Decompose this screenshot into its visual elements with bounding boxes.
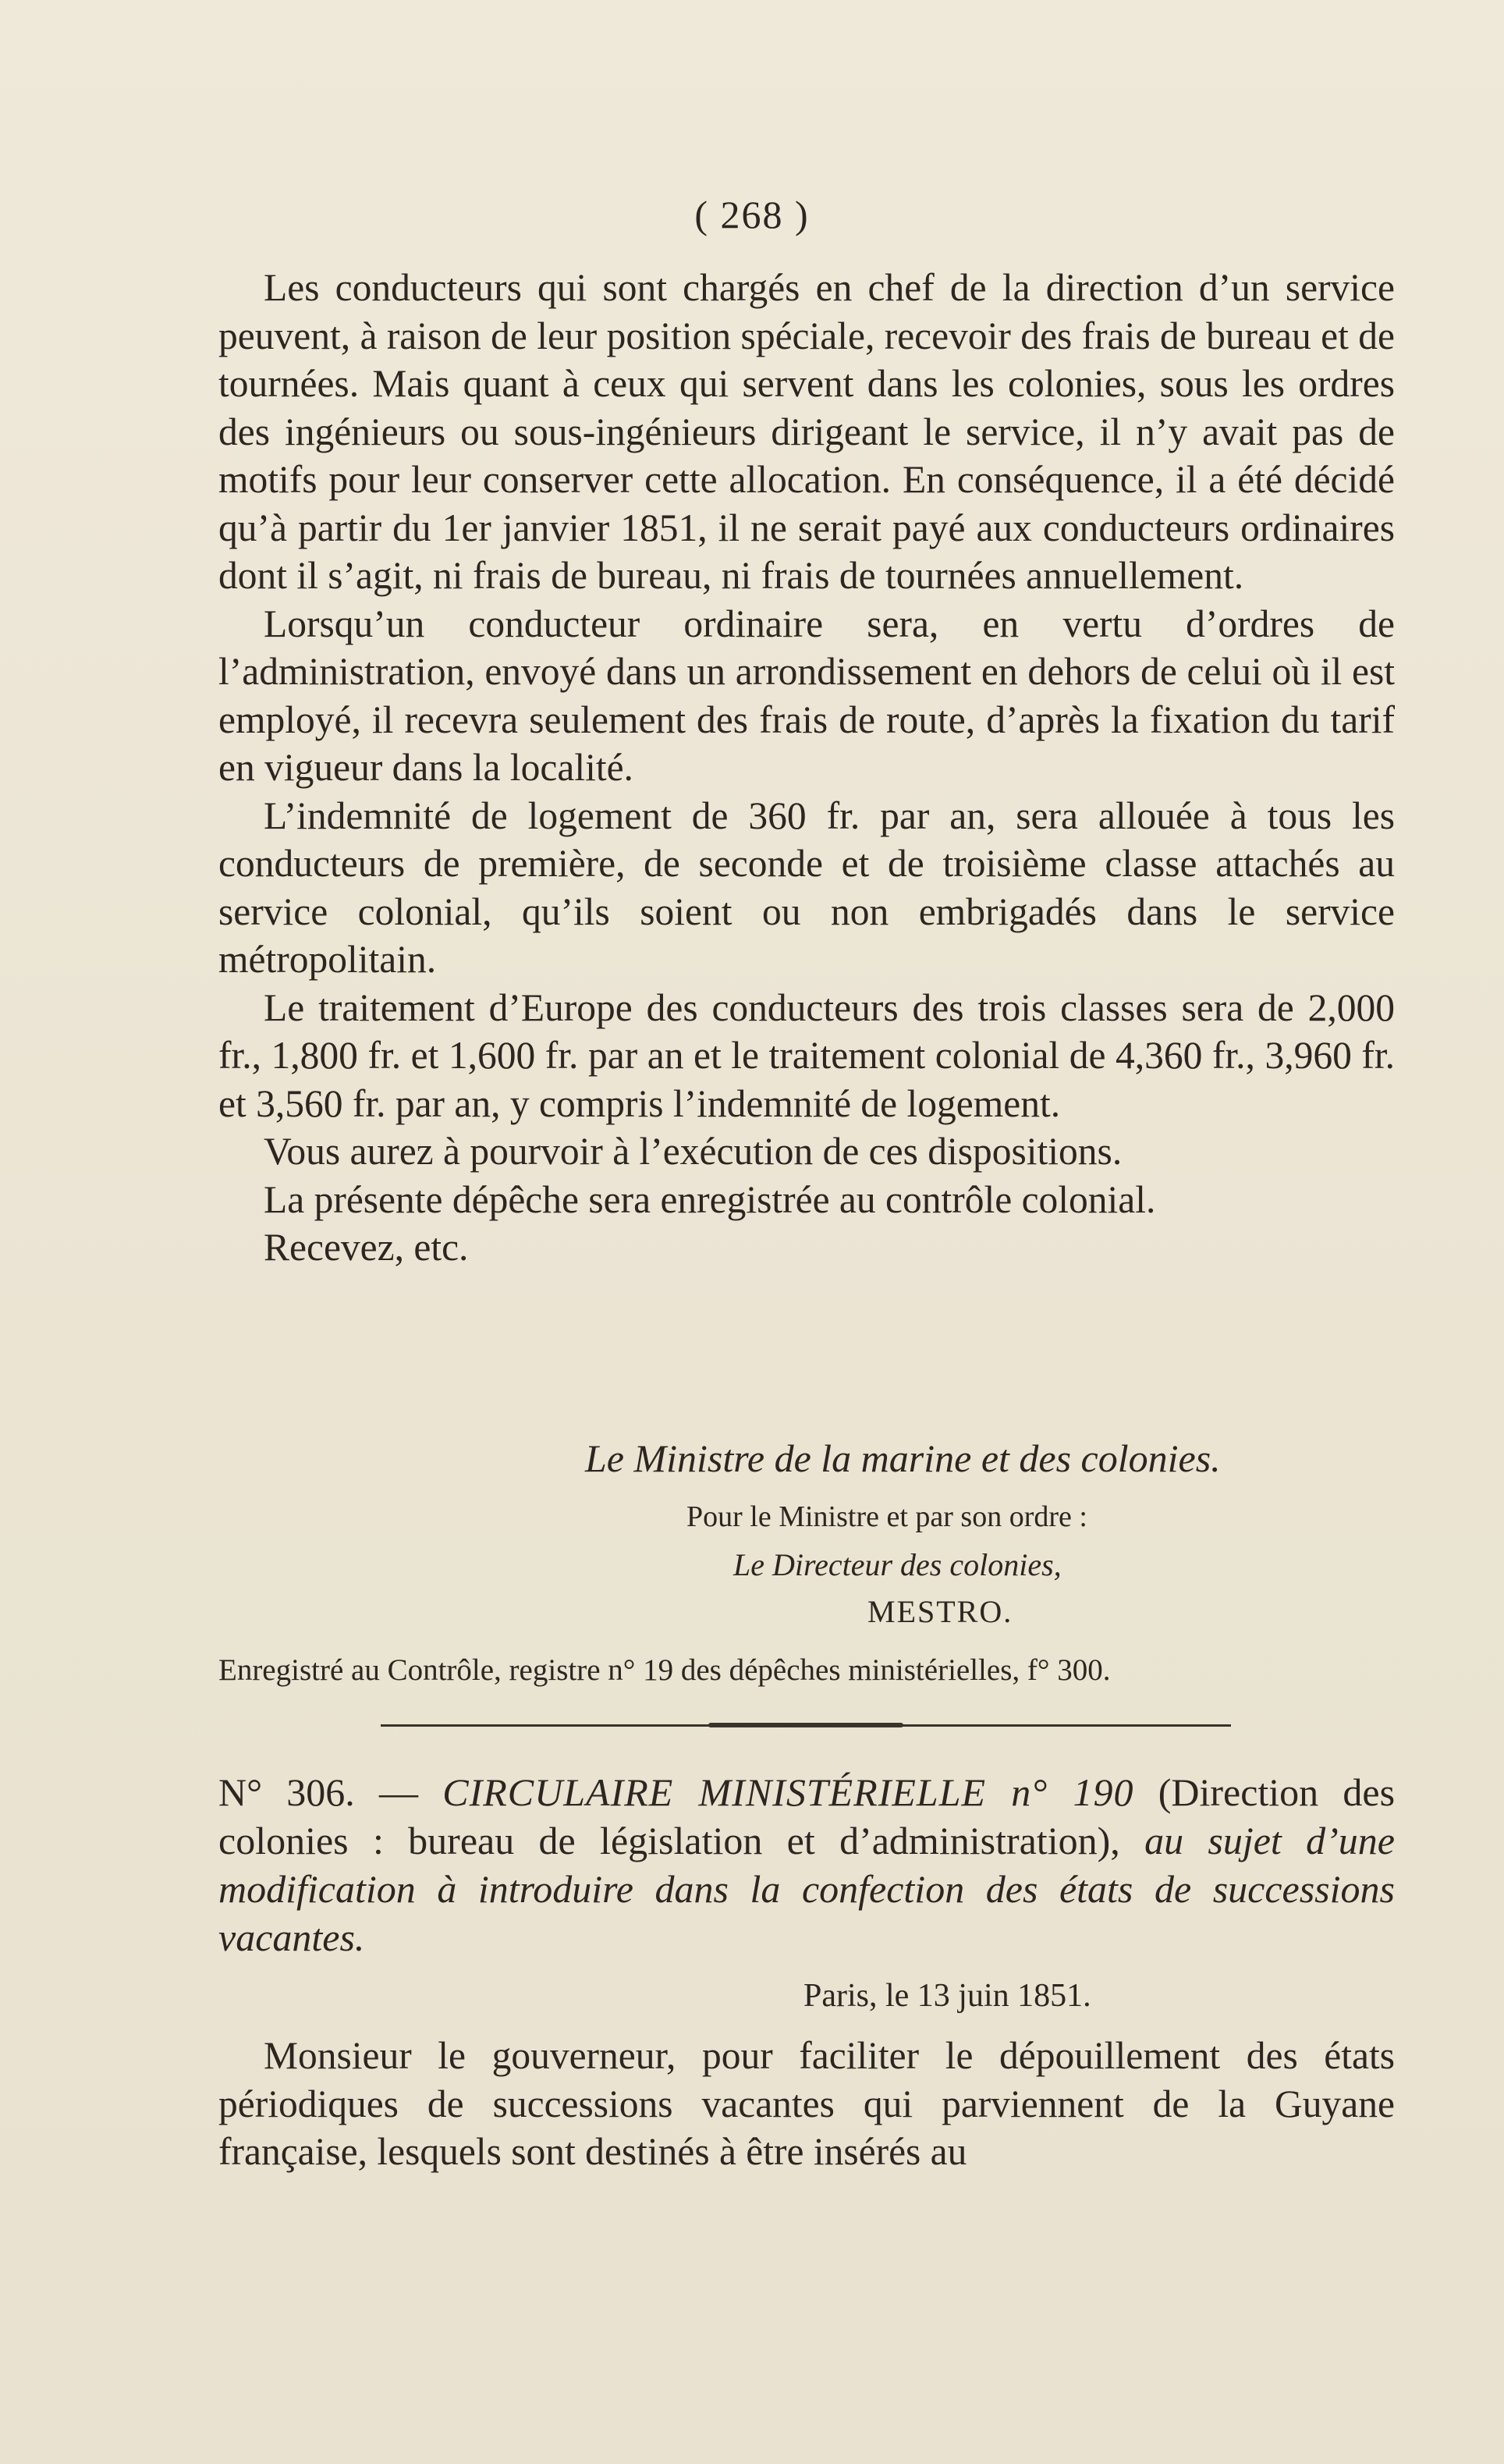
paragraph-salaries: Le traitement d’Europe des conducteurs des trois classes sera de 2,000 fr., 1,800 fr. et 1,600 fr. par an et le traitement colonial de 4,360 fr., 3,960 fr. et 3,560 fr. par an, y compris l’indemnité de logement. [218, 985, 1395, 1125]
closing-line-registration: La présente dépêche sera enregistrée au contrôle colonial. [264, 1177, 1156, 1221]
circular-heading [218, 1768, 1395, 1962]
circular-number: N° 306. — [218, 1770, 419, 1814]
letter-body [218, 264, 1395, 1272]
circular-title: CIRCULAIRE MINISTÉRIELLE n° 190 [442, 1770, 1134, 1814]
section-divider [381, 1724, 1231, 1727]
signature-by-order: Pour le Ministre et par son ordre : [686, 1500, 1087, 1533]
circular-direction: (Direction des colonies : bureau de législation et d’administration), [218, 1770, 1396, 1862]
paragraph-allowances: Les conducteurs qui sont chargés en chef de la direction d’un service peuvent, à raison de leur position spéciale, recevoir des frais de bureau et de tournées. Mais quant à ceux qui servent dans les colonies, sous les ordres des ingénieurs ou sous-ingénieurs dirigeant le service, il n’y avait pas de motifs pour leur conserver cette allocation. En conséquence, il a été décidé qu’à partir du 1er janvier 1851, il ne serait payé aux conducteurs ordinaires dont il s’agit, ni frais de bureau, ni frais de tournées annuellement. [218, 266, 1395, 597]
closing-line-execution: Vous aurez à pourvoir à l’exécution de ces dispositions. [264, 1130, 1123, 1173]
registry-note: Enregistré au Contrôle, registre n° 19 des dépêches ministérielles, f° 300. [218, 1653, 1111, 1687]
paragraph-travel-costs: Lorsqu’un conducteur ordinaire sera, en vertu d’ordres de l’administration, envoyé dans un arrondissement en dehors de celui où il est employé, il recevra seulement des frais de route, d’après la fixation du tarif en vigueur dans la localité. [218, 602, 1395, 789]
circular-body [218, 2032, 1395, 2176]
signature-director: Le Directeur des colonies, [733, 1547, 1062, 1582]
circular-subject: au sujet d’une modification à introduire dans la confection des états de successions vacantes. [218, 1819, 1395, 1959]
paragraph-housing-allowance: L’indemnité de logement de 360 fr. par an, sera allouée à tous les conducteurs de première, de seconde et de troisième classe attachés au service colonial, qu’ils soient ou non embrigadés dans le service métropolitain. [218, 794, 1395, 981]
page-number: ( 268 ) [694, 193, 810, 236]
circular-dateline: Paris, le 13 juin 1851. [803, 1978, 1091, 2014]
signature-minister: Le Ministre de la marine et des colonies. [585, 1436, 1221, 1480]
signature-name: MESTRO. [867, 1594, 1013, 1629]
circular-first-paragraph: Monsieur le gouverneur, pour faciliter le dépouillement des états périodiques de successions vacantes qui parviennent de la Guyane française, lesquels sont destinés à être insérés au [218, 2034, 1395, 2173]
closing-line-salutation: Recevez, etc. [264, 1226, 469, 1269]
